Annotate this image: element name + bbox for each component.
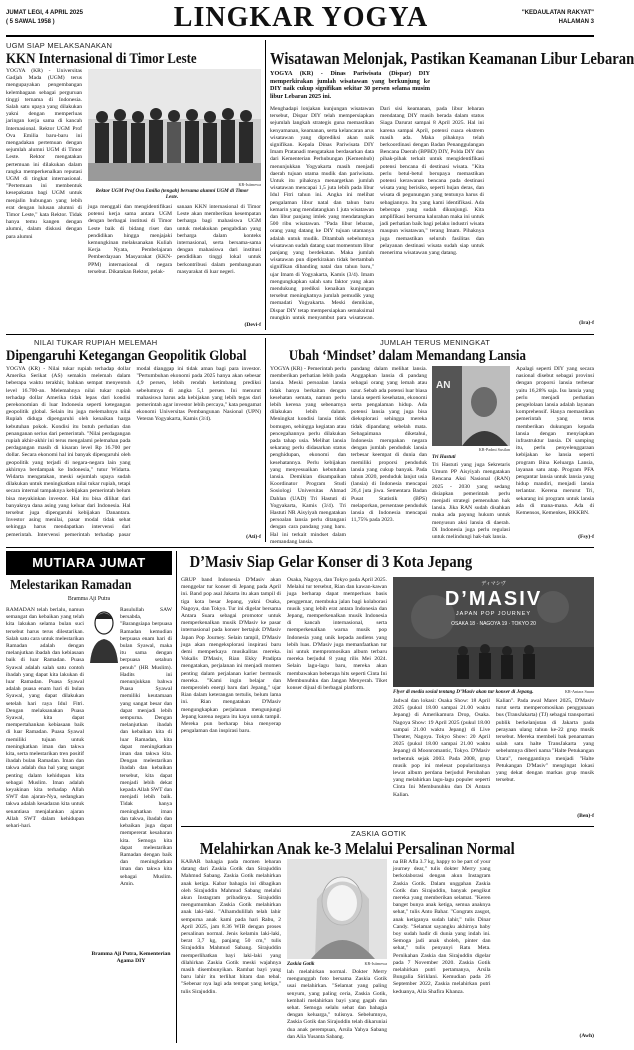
- photo-credit: KR-Antara Suara: [564, 689, 594, 694]
- column-divider: [176, 551, 177, 1043]
- dmasiv-flyer: [393, 577, 594, 687]
- article-body-col: KABAR bahagia pada momen lebaran datang dari Zaskia Gotik dan Sirajuddin Mahmud Sabang. Zaskia Gotik melahirkan anak ketiga. Kabar bahagia ini dibagikan oleh Sirajuddin Mahmud Sabang melalui akun Instagram pribadinya. Sirajuddin mengumumkan Zaskia Gotik melahirkan anak laki-laki. "Alhamdulillah telah lahir sempurna anak kami pada hari Rabu, 2 April 2025, jam 8.36 WIB dengan proses persalinan normal. Jenis kelamin laki-laki, berat 3,7 kg, panjang 50 cm," tulis Sirajuddin Mahmud Sabang. Sirajuddin memperlihatkan bayi laki-laki yang dilahirkan Zaskia Gotik meski wajahnya masih disembunyikan. Ramhat bayi yang baru lahir itu terlihat hitam dan tebal. "Sebenar nya lagi ada tempat yang ketiga," tulis Sirajuddin.: [181, 859, 281, 995]
- article-zaskia: [181, 829, 594, 1044]
- article-headline: D’Masiv Siap Gelar Konser di 3 Kota Jepang: [189, 552, 473, 571]
- article-headline: Melahirkan Anak ke-3 Melalui Persalinan Normal: [199, 838, 515, 858]
- article-body-col: Rasulullah SAW bersabda, "Barangsiapa berpuasa Ramadan kemudian berpuasa enam hari di bulan Syawal, maka itu sama dengan berpuasa setahun penuh" (HR Muslim). Hadits ini menunjukkan bahwa Puasa Syawal memiliki keutamaan yang sangat besar dan dapat menjadi lebih sempurna. Dengan melanjutkan ibadah dan kebaikan kita di luar Ramadan, kita dapat meningkatkan iman dan takwa kita. Dengan melestarikan ibadah dan kebaikan tersebut, kita dapat menjadi lebih dekat kepada Allah SWT dan menjadi lebih baik. Tidak hanya meningkatkan iman dan takwa, ibadah dan kebaikan juga dapat mempererat kesabaran kita. Semoga kita dapat melestarikan Ramadan dengan baik dan meningkatkan iman dan takwa kita sebagai Muslim. Amin.: [120, 607, 172, 887]
- article-body-col: lah melahirkan normal. Dokter Merry mengunggah foto bersama Zaskia Gotik usai melahirkan. "Selamat yang paling senyum, yang paling ceria, Zaskia Gotik, kembali melahirkan bayi yang gagah dan sehat. Semoga selalu sehat dan bahagia dengan keluarga," tulisnya. Sebelumnya, Zaskia Gotik dan Sirajuddin telah dikaruniai dua anak perempuan, Arsila Yahya Sabang dan Alia Yusanta Sabang.: [287, 969, 387, 1040]
- page-number: HALAMAN 3: [558, 19, 594, 25]
- column-mutiara-jumat: [6, 551, 172, 1044]
- article-kkn: [6, 40, 261, 335]
- article-lansia: [270, 338, 594, 544]
- photo-credit: KR-Istimewa: [364, 961, 387, 966]
- section-rule: [6, 547, 594, 548]
- article-body: na BB Afla 3.7 kg, happy to be part of your journey dear," tulis dokter Merry yang berkolaborasi dengan akun Instagram Zaskia Gotik. Dalam unggahan Zaskia Gotik dan Sirajuddin, banyak pengikut mereka yang memberikan selamat. "Keren banget bunya anak ketiga, semua anaknya sehat," tulis Anto Bahar. "Congrats zasgot, anak ketiganya sudah lahir," tulis Dinar Candy. "Selamat sayangku akhirnya baby boy sudah hadir di dunia yang indah ini. Semoga jadi anak sholeh, pinter dan sehat," tulis penyanyi Ratu Meta. Pernikahan Zaskia dan Sirajuddin digelar pada 7 November 2020. Zaskia Gotik melahirkan putri pertamanya, Arsila Bungalia Siriklani. Kemudian pada 26 September 2022, Zaskia melahirkan putri keduanya, Alia Shafira Khanza.: [393, 859, 491, 995]
- section-rule: [181, 826, 594, 827]
- flyer-brand: D’MASIV: [444, 588, 543, 610]
- article-byline: (Fsy)-f: [578, 534, 594, 540]
- author-signature: Bramma Aji Putra, Kementerian Agama DIY: [91, 951, 171, 964]
- article-byline: (Awh): [579, 1033, 594, 1039]
- article-body: YOGYA (KR) - Nilai tukar rupiah terhadap dollar Amerika Serikat (AS) semakin melemah dalam beberapa waktu terakhir, bahkan sempat menyentuh level 16.700-an. Melemahnya nilai tukar rupiah terhadap dollar Amerika tidak lepas dari kondisi perekonomian di luar Indonesia seperti ketegangan geopolitik global. Selain itu juga melemahnya nilai Rupiah diduga dipengaruhi oleh kenaikan harga kebutuhan pokok. Kondisi itu butuh perhatian dan penanganan serius dari pemerintah. "Nilai perdagangan rupiah akhir-akhir ini terus mengalami pelemahan pada perdagangan masih di kisaran level Rp 16.700 per dollar. Secara ekonomi hal ini banyak dipengaruhi oleh geopolitik yang terjadi di negara-negara lain yang akhirnya berdampak ke Indonesia," tutur Widarta. Widarta mengatakan, meski sejumlah upaya sudah dilakukan untuk meningkatkan nilai tukar rupiah, tetapi secara internal tampaknya kebijakan pemerintah belum bisa meyakinkan investor. Hal itu bisa dilihat dari banyaknya dana asing yang keluar dari Indonesia. Hal tersebut juga dipengaruhi kebijakan Danantara. Investor asing menilai, pasar modal tidak sehat sehingga harus mendapatkan intervensi dari pemerintah. Intervensi pemerintah terhadap pasar modal dianggap ini tidak aman bagi para investor. "Pertumbuhan ekonomi pada 2025 hanya akan sebesar 4,9 persen, lebih rendah ketimbang prediksi sebelumnya di angka 5,1 persen. Ini menurut mahasiswa harus ada kebijakan yang lebih tegas dari pemerintah agar investor lebih percaya," kata pengamat ekonomi Universitas Pembangunan Nasional (UPN) Veteran Yogyakarta, Kamis (3/4).: [6, 366, 262, 538]
- article-kicker: JUMLAH TERUS MENINGKAT: [380, 338, 491, 347]
- photo-caption: Zaskia Gotik: [287, 961, 315, 967]
- article-rupiah: [6, 338, 261, 544]
- column-divider: [265, 40, 266, 330]
- svg-text:AN: AN: [436, 380, 451, 391]
- article-body-col: juga menggali dan mengidentifikasi potensi kerja sama antara UGM dengan berbagai institusi di Timor Leste baik di bidang riset dan pendidikan hingga menjajaki kemungkinan melaksanakan Kuliah Kerja Nyata, Pembelajaran Pemberdayaan Masyarakat (KKN-PPM) internasional di negara tersebut. Dikatakan Rektor, pelak-: [88, 204, 172, 275]
- article-headline: Ubah ‘Mindset’ dalam Memandang Lansia: [288, 347, 526, 364]
- article-body-col: Apalagi seperti DIY yang secara nasional disebut sebagai provinsi dengan proporsi lansia terbesar yaitu 16,28% saja. Isu lansia yang perlu menjadi perhatian pengelolaan lansia adalah layanan komprehensif. Hanya memastikan pemerintah yang terus memberikan dukungan kepada lansia dengan menyiapkan infrastruktur lansia. Di samping itu, perlu penyelenggaraan kebijakan ke lansia seperti program Bina Keluarga Lansia, layanan satu atap. Program PFA pengantar lansia untuk lansia yang hidup mandiri, menjadi lansia terlantar. Kerena merurut Tri, sekarang ini program untuk lansia ada di mana-mana. Ada di Kemensos, Kemenkes, BKKBN.: [516, 366, 594, 517]
- article-byline: (Ira)-f: [579, 320, 594, 326]
- article-body-col: Jadwal dan lokasi: Osaka Show: 18 April 2025 (pukul 18.00 sampai 21.00 waktu Jepang) di Amerikamura Drop, Osaka. Nagoya Show: 19 April 2025 (pukul 18.00 sampai 21.00 waktu Jepang) di Live Theater, Nagoya. Tokyo Show: 20 April 2025 (pukul 18.00 sampai 21.00 waktu Jepang) di Moonromantic, Tokyo. D'Masiv terbentuk sejak 2003. Pada 2008, grup musik pop ini melesat popularitasnya lewat album perdana berjudul Perubahan yang melahirkan lagu-lagu populer seperti Cinta Ini Membunuhku dan Di Antara Kalian.: [393, 698, 490, 798]
- flyer-subtitle: JAPAN POP JOURNEY: [455, 611, 532, 617]
- article-headline: Melestarikan Ramadan: [10, 578, 132, 593]
- masthead-rule: [6, 35, 594, 37]
- photo-credit: KR-Istimewa: [238, 182, 261, 187]
- article-author: Bramma Aji Putra: [67, 596, 111, 602]
- masthead: [6, 4, 594, 34]
- article-body-col: GRUP band Indonesia D'Masiv akan menggelar tur konser di Jepang pada April ini. Band pop asal Jakarta itu akan tampil di tiga kota besar Jepang, yakni Osaka, Nagoya, dan Tokyo. Tur ini digelar bersama Antara Suara sebagai promotor untuk memperkenalkan musik D'Masiv ke pasar internasional pada konser bertajuk D'Masiv Japan Pop Journey. Selain tampil, D'Masiv juga akan mengeksplorasi inspirasi baru demi memperkaya musikalitas mereka. Vokalis D'Masiv, Rian Ekky Pradipta mengatakan, perjalanan ini menjadi momen penting dalam perjalanan karier bermusik mereka. "Kami ingin belajar dan memperoleh energi baru dari Jepang," ujar Rian dalam keterangan tertulis, belum lama ini. Rian mengatakan D'Masiv mengungkapkan perjalanan mengunjungi Jepang karena negara itu kaya untuk tampil. Mereka pun berharap bisa menyerap pengalaman dan inspirasi baru.: [181, 577, 281, 735]
- article-byline: (Devi-f: [244, 322, 261, 328]
- article-lede: YOGYA (KR) - Dinas Pariwisata (Dispar) DIY memperkirakan jumlah wisatawan yang berkunjung ke DIY naik cukup signifikan sekitar 30 persen selama musim libur Lebaran 2025 ini.: [270, 70, 430, 100]
- newspaper-title: LINGKAR YOGYA: [173, 2, 429, 33]
- hijri-date: ( 5 SAWAL 1958 ): [6, 19, 55, 25]
- article-byline: (Ati)-f: [246, 534, 261, 540]
- flyer-dates: OSAKA 18 · NAGOYA 19 · TOKYO 20: [451, 621, 536, 627]
- article-headline: KKN Internasional di Timor Leste: [6, 50, 197, 67]
- kkn-group-photo: [88, 69, 261, 181]
- article-dmasiv: [181, 551, 594, 823]
- zaskia-photo: [287, 859, 387, 959]
- article-body-col: Kalian". Pada awal Maret 2025, D'Masiv turut serta memperomosikan penggunaan bus (TransJakarta) (TJ) sebagai transportasi publik berkelanjutan di Jakarta pada perayaan ulang tahun ke-22 grup musik tersebut. Mereka membeli bak penanaman salah satu halte TransJakarta yang sebelumnya diberi nama "Halte Petukangan Utara", menggantinya menjadi "Halte Petukangan D'Masiv" mengingat lokasi yang dekat dengan markas grup musik tersebut.: [496, 698, 594, 784]
- article-body-col: Osaka, Nagoya, dan Tokyo pada April 2025. Melalui tur tersebut, Rian dan kawan-kawan juga berharap dapat memperluas basis penggemar, membuka jalan bagi kolaborasi musik yang lebih erat antara Indonesia dan Jepang, memperkenalkan musik Indonesia di kancah internasional, serta memperkenalkan warna musik pop Indonesia yang unik kepada audiens yang lebih luas. D'Masiv juga memanfaatkan tur ini untuk mempromosikan album terbaru mereka berjudul 8 yang rilis Mei 2024. Selain lagu-lagu baru, mereka akan membawakan beberapa hits seperti Cinta Ini Membunuhku dan Jangan Menyerah. Tiket konser dijual di berbagai platform.: [287, 577, 387, 692]
- article-headline: Wisatawan Melonjak, Pastikan Keamanan Libur Lebaran: [270, 49, 634, 68]
- article-headline: Dipengaruhi Ketegangan Geopolitik Global: [6, 347, 247, 364]
- author-photo: [90, 607, 118, 663]
- article-kicker: UGM SIAP MELAKSANAKAN: [6, 41, 113, 50]
- article-byline: (Ben)-f: [577, 813, 594, 819]
- article-body-col: sanaan KKN internasional di Timor Leste akan memberikan kesempatan berharga bagi mahasiswa UGM untuk melakukan pengabdian yang berharga dalam konteks internasional, serta bersama-sama dengan mahasiswa dari institusi pendidikan tinggi lokal untuk berkontribusi dalam pembangunan masyarakat di luar negeri.: [177, 204, 261, 275]
- article-body-col: RAMADAN telah berlalu, namun semangat dan kebaikan yang telah kita lakukan selama bulan suci tersebut harus terus dilestarikan. Salah satu cara untuk melestarikan Ramadan adalah dengan melanjutkan ibadah dan kebiasaan baik di luar Ramadan. Puasa Syawal adalah salah satu contoh ibadah yang dapat kita lakukan di luar Ramadan. Puasa Syawal adalah puasa enam hari di bulan Syawal, yang dapat dilakukan setelah hari raya Idul Fitri. Dengan melaksanakan Puasa Syawal, kita dapat mempertahankan kebiasaan baik di luar Ramadan. Puasa Syawal memiliki tujuan untuk meningkatkan iman dan takwa kita, serta melestarikan tren positif ibadah bulan Ramadan. Iman dan takwa adalah dua hal yang sangat penting dalam kehidupan kita sebagai Muslim. Iman adalah keyakinan kita terhadap Allah SWT dan ajaran-Nya, sedangkan takwa adalah kesadaran kita untuk senantiasa menjalankan ajaran Allah SWT dalam kehidupan sehari-hari.: [6, 607, 84, 830]
- article-kicker: ZASKIA GOTIK: [351, 829, 407, 838]
- article-body: Menghadapi lonjakan kunjungan wisatawan tersebut, Dispar DIY telah mempersiapkan sejumlah langkah strategis guna memastikan kenyamanan, keamanan, serta kelancaran arus wisatawan yang diprediksi akan naik signifikan. Kepala Dinas Pariwisata DIY Imam Pratanadi mengatakan berdasarkan data dari Kementerian Perhubungan (Kemenhub) menunjukkan Yogyakarta masih menjadi daerah tujuan utama mudik dan pariwisata. Untuk itu pihaknya menargetkan jumlah wisatawan mencapai 1,5 juta lebih pada libur Idul Fitri tahun ini. Angka ini melihat pengalaman libur natal dan tahun baru kemarin yang mendatangkan 1 juta wisatawan dan libur panjang imlek yang mendatangkan 500 ribu wisatawan. "Pada libur lebaran, orang yang datang ke DIY tujuan utamanya adalah untuk mudik. Ditambah sebelumnya wisatawan sudah datang saat momentum libur panjang yang berdekatan. Maka jumlah wisatawan pun diperkirakan tidak bertambah signifikan dibanding natal dan tahun baru," ujar Imam di Yogyakarta, Kamis (3/4). Imam mengungkapkan salah satu faktor yang akan mendukung prediksi kenaikan kunjungan tersebut meningkatnya jumlah pemudik yang memadati Yogyakarta. Meski demikian, Dispar DIY tetap mempersiapkan semaksimal mungkin untuk menyambut para wisatawan. Dari sisi keamanan, pada libur lebaran mendatang DIY masih berada dalam status Siaga Darurat sampai 8 April 2025. Hal ini karena sampai April, potensi cuaca ekstrem masih ada. Maka pihaknya telah berkoordinasi dengan Badan Penanggulangan Bencana Daerah (BPBD) DIY, Polda DIY dan pihak-pihak terkait untuk mengidentifikasi potensi bencana di destinasi wisata. "Kita perlu betul-betul berupaya memastikan potensi kerawanan bencana pada destinasi wisata yang berisiko, seperti hujan deras, dan wisata di pegunungan yang tentunya harus di sebagiannya. Itu yang kami identifikasi. Ada beberapa yang sudah dikunjungi. Kita amplifikasi bersama kalurahan maka ini untuk jadi perhatian baik bagi pelaku industri wisata maupun wisatawan," terang Imam. Pihaknya juga memastikan seluruh fasilitas dan pelayanan destinasi wisata sudah siap untuk menerima wisatawan yang datang.: [270, 106, 484, 321]
- tri-hastuti-photo: [432, 366, 510, 446]
- section-banner: MUTIARA JUMAT: [6, 551, 172, 575]
- article-wisata: [270, 40, 634, 330]
- photo-caption: Flyer di media sosial tentang D’Masiv akan tur konser di Jepang.: [393, 689, 534, 695]
- photo-caption: Rektor UGM Prof Ova Emilia (tengah) bersama alumni UGM di Timor Leste.: [95, 188, 249, 201]
- article-kicker: NILAI TUKAR RUPIAH MELEMAH: [34, 338, 158, 347]
- paper-motto: "KEDAULATAN RAKYAT": [521, 10, 594, 16]
- article-body-col: YOGYA (KR) - Pemerintah perlu memberikan perhatian lebih pada lansia. Meski persoalan lansia tidak hanya berkaitan dengan kesehatan semata, namun perlu lebih kerena yang sebenarnya dilakukan lebih dalam. Meningkat kondisi lansia tidak bomugen, sehingga kegiatan atau pencegahannya perlu dilakukan pada tahap usia. Melihat lansia sekarang perlu didasarkan status penghidupan, ekonomi dan kesehatannya. Perlu kebijakan yang menyesuaikan kebutuhan lansia. Demikian disampaikan Koordinator Program Studi Sosiologi Universitas Ahmad Dahlan (UAD) Tri Hastuti di Yogyakarta, Kamis (3/4). Tri Hastuti NR Aisyiyah mengatakan persoalan lansia perlu ditangani dengan cara pandang yang baru. Hal ini terkait mindset dalam memandang lansia.: [270, 366, 346, 545]
- article-body-col: Tri Hastuti yang juga Sekretaris Umum PP Aisyiyah mengatakan Rencana Aksi Nasional (RAN) 2025 - 2030 yang sedang disiapkan pemerintah perlu menjadi strategi pemenuhan hak lansia. Jika RAN sudah disahkan maka ada payung hukum untuk menyusun aksi lansia di daerah. Di Indonesia juga perlu regulasi untuk melindungi hak-hak lansia.: [432, 462, 510, 541]
- flyer-japanese: ディマシヴ: [481, 581, 506, 587]
- article-body-col: YOGYA (KR) - Universitas Gadjah Mada (UGM) terus mengupayakan pengembangan kelembagaan sebagai perguruan tinggi ternama di Indonesia. Salah satu upaya yang dilakukan yakni dengan memperluas jaringan kerja sama di kancah Internasional. Rektor UGM Prof Ova Emilia baru-baru ini mengadakan pertemuan dengan sejumlah alumni UGM di Timor Leste. Rektor mengatakan pertemuan ini dilakukan dalam rangka memperkenalkan reputasi UGM di tingkat internasional. "Pertemuan ini membentuk kesepakatan bagi UGM untuk menjalin hubungan yang lebih erat dengan lulusan alumni di Timor Leste," kata Rektor. Tidak hanya temu kangen dengan alumni, dalam diskusi dengan para alumni: [6, 68, 82, 240]
- photo-caption: Tri Hastuti: [432, 454, 456, 460]
- article-body-col: pandang dalam melihat lansia. Anggapkan lansia di pandang sebagai orang yang lemah atau uzur. Sebab ada potensi luar biasa lansia seperti kesehatan, ekonomi serta pengalaman hidup. Ada potensi lansia yang juga bisa dieksplorasi sehingga mereka tidak dipandang sebelah mata. Sebagaimana diketahui, Indonesia merupakan negara dengan jumlah penduduk lansia terbesar keempat di dunia dan memiliki proporsi penduduk lansia yang cukup banyak. Pada tahun 2020, penduduk lanjut usia (lansia) di Indonesia mencapai 26,4 juta jiwa. Sementara Badan Pusat Statistik (BPS) melaporkan, persentase penduduk lansia di Indonesia mencapai 11,75% pada 2023.: [351, 366, 427, 524]
- photo-credit: KR-Padmi Susilan: [478, 447, 510, 452]
- column-divider: [265, 338, 266, 542]
- issue-date: JUMAT LEGI, 4 APRIL 2025: [6, 10, 83, 16]
- section-rule: [6, 334, 594, 335]
